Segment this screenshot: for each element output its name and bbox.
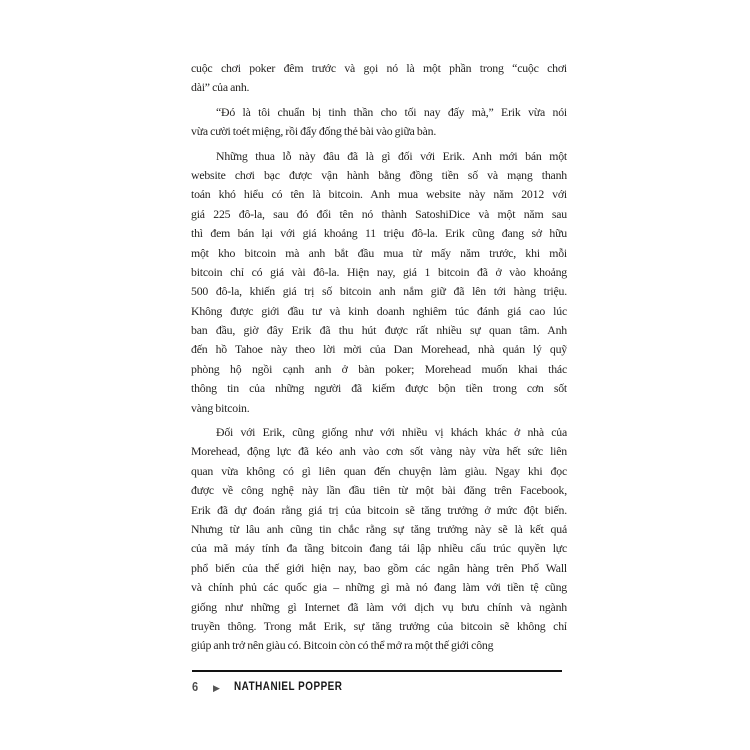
text-line: “Đó là tôi chuẩn bị tinh thần cho tối nay đấy mà,” Erik vừa nói [216,104,567,119]
text-line: dài” của anh. [191,80,250,95]
text-line: phòng hộ ngồi cạnh anh ở bàn poker; Morehead muốn khai thác [191,361,567,376]
text-line: truyền thông. Trong mắt Erik, sự tăng trưởng của bitcoin sẽ không chỉ [191,618,567,633]
text-line: Những thua lỗ này đâu đã là gì đối với Erik. Anh mới bán một [216,148,567,163]
text-line: quan vừa không có gì liên quan đến chuyện làm giàu. Ngay khi đọc [191,463,567,478]
text-line: toán khó hiểu có tên là bitcoin. Anh mua website này năm 2012 với [191,187,567,202]
text-line: Erik đã dự đoán rằng giá trị của bitcoin sẽ tăng trưởng ở mức đột biến. [191,502,567,517]
text-line: giống như những gì Internet đã làm với dịch vụ bưu chính và ngành [191,599,567,614]
text-line: Morehead, động lực đã kéo anh vào cơn sốt vàng này vừa hết sức liên [191,444,567,459]
text-column [191,59,567,656]
text-line: Không được giới đầu tư và kinh doanh nghiêm túc đánh giá cao lúc [191,303,567,318]
page-number: 6 [192,680,199,694]
text-line: được về công nghệ này lần đầu tiên từ một bài đăng trên Facebook, [191,483,567,498]
running-title-author: NATHANIEL POPPER [234,681,343,693]
text-line: giúp anh trở nên giàu có. Bitcoin còn có thể mở ra một thế giới công [191,638,494,653]
page-footer [192,680,562,696]
text-line: vàng bitcoin. [191,400,250,415]
paragraph [191,103,567,142]
text-line: một kho bitcoin mà anh bắt đầu mua từ mấy năm trước, khi mỗi [191,245,567,260]
text-line: vừa cười toét miệng, rồi đẩy đống thẻ bài vào giữa bàn. [191,124,437,139]
text-line: bitcoin chỉ có giá vài đô-la. Hiện nay, giá 1 bitcoin đã ở vào khoảng [191,264,567,279]
text-line: giá 225 đô-la, sau đó đổi tên nó thành SatoshiDice và một năm sau [191,206,567,221]
paragraph [191,423,567,656]
text-line: website chơi bạc được vận hành bằng đồng tiền số và mạng thanh [191,167,567,182]
triangle-marker-icon: ▶ [213,683,220,693]
text-line: Đối với Erik, cũng giống như với nhiều vị khách khác ở nhà của [216,425,567,440]
text-line: ban đầu, giờ đây Erik đã thu hút được rất nhiều sự quan tâm. Anh [191,323,567,338]
text-line: thông tin của những người đã kiếm được bộn tiền trong cơn sốt [191,381,567,396]
text-line: đến hồ Tahoe này theo lời mời của Dan Morehead, nhà quản lý quỹ [191,342,567,357]
text-line: thì đem bán lại với giá khoảng 11 triệu đô-la. Erik cũng đang sở hữu [191,226,567,241]
text-line: 500 đô-la, khiến giá trị số bitcoin anh nắm giữ đã lên tới hàng triệu. [191,284,567,299]
text-line: cuộc chơi poker đêm trước và gọi nó là một phần trong “cuộc chơi [191,61,567,75]
text-line: phổ biến của thế giới hiện nay, bao gồm các ngân hàng trên Phố Wall [191,560,567,575]
text-line: của mã máy tính đa tầng bitcoin đang tái lập nhiều cấu trúc quyền lực [191,541,567,556]
text-line: Nhưng từ lâu anh cũng tin chắc rằng sự tăng trưởng này sẽ là kết quả [191,521,567,536]
text-line: và chính phủ các quốc gia – những gì mà nó đang làm với tiền tệ cũng [191,580,567,595]
footer-rule [192,670,562,672]
paragraph [191,59,567,98]
paragraph [191,147,567,418]
